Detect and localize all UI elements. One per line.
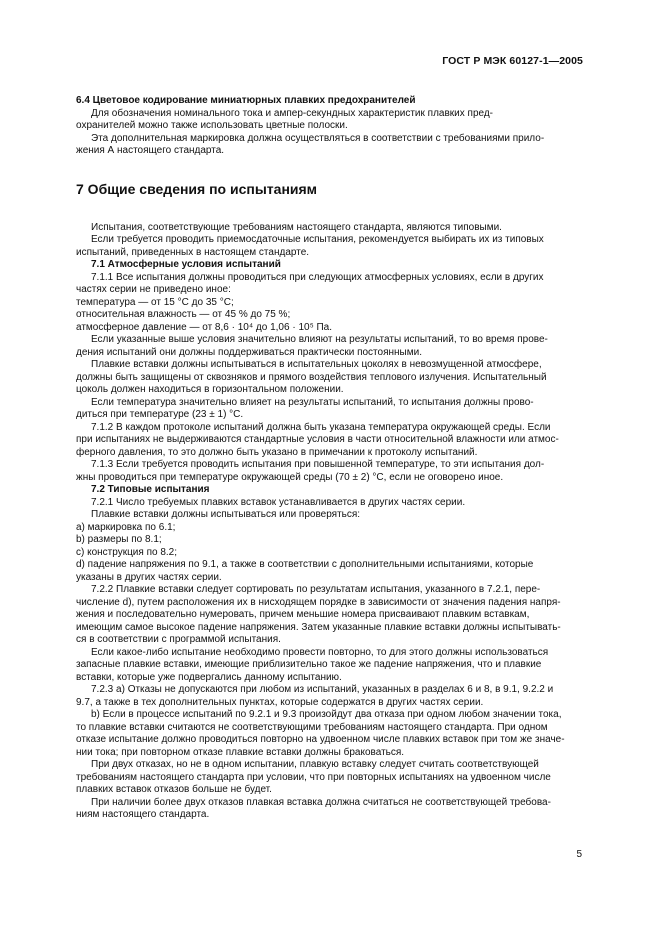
sec71-line: дения испытаний они должны поддерживаться практически постоянными. bbox=[76, 346, 422, 358]
sec71-line: ферного давления, то это должно быть указано в примечании к протоколу испытаний. bbox=[76, 446, 478, 458]
sec72-line: a) маркировка по 6.1; bbox=[76, 521, 176, 533]
sec72-line: b) Если в процессе испытаний по 9.2.1 и 9.3 произойдут два отказа при одном любом значении тока, bbox=[91, 709, 562, 720]
page-body bbox=[76, 95, 585, 822]
sec72-line: то плавкие вставки считаются не соответствующими требованиям настоящего стандарта. При одном bbox=[76, 721, 548, 733]
sec72-line: запасные плавкие вставки, имеющие приблизительно такое же падение напряжения, что и плавкие bbox=[76, 659, 542, 670]
sec72-line: c) конструкция по 8.2; bbox=[76, 546, 178, 558]
sec72-line: указаны в других частях серии. bbox=[76, 571, 222, 583]
sec72-line: жения и последовательно нумеровать, причем меньшие номера присваивают плавким вставкам, bbox=[76, 609, 530, 620]
sec71-line: Если указанные выше условия значительно влияют на результаты испытаний, то во время прове- bbox=[91, 334, 548, 345]
sec71-line: должны быть защищены от сквозняков и прямого воздействия теплового излучения. Испытательный bbox=[76, 371, 547, 383]
sec7-line: Испытания, соответствующие требованиям настоящего стандарта, являются типовыми. bbox=[91, 221, 502, 233]
sec72-line: 9.7, а также в тех дополнительных пунктах, которые содержатся в других частях серии. bbox=[76, 696, 484, 708]
sec71-line: температура — от 15 °С до 35 °С; bbox=[76, 296, 234, 308]
sec72-line: 7.2.1 Число требуемых плавких вставок устанавливается в других частях серии. bbox=[91, 496, 466, 508]
sec72-line: Плавкие вставки должны испытываться или проверяться: bbox=[91, 509, 361, 520]
sec72-line: плавких вставок отказов больше не будет. bbox=[76, 784, 272, 795]
sec72-line: 7.2.3 а) Отказы не допускаются при любом из испытаний, указанных в разделах 6 и 8, в 9.1, 9.2.2 и bbox=[91, 684, 554, 695]
sec71-line: цоколь должен находиться в горизонтальном положении. bbox=[76, 384, 344, 395]
sec72-line: При двух отказах, но не в одном испытании, плавкую вставку следует считать соответствующей bbox=[91, 759, 539, 770]
sec72-line: Если какое-либо испытание необходимо провести повторно, то для этого должны использоваться bbox=[91, 646, 549, 658]
standard-id: ГОСТ Р МЭК 60127-1—2005 bbox=[442, 55, 583, 67]
sec64-line: охранителей можно также использовать цветные полоски. bbox=[76, 120, 348, 131]
sec71-line: атмосферное давление — от 8,6 · 10⁴ до 1,06 · 10⁵ Па. bbox=[76, 321, 333, 333]
sec72-line: d) падение напряжения по 9.1, а также в соответствии с дополнительными испытаниями, которые bbox=[76, 559, 534, 570]
sec72-line: требованиям настоящего стандарта при условии, что при повторных испытаниях на удвоенном числе bbox=[76, 771, 551, 783]
section-6-4-title: 6.4 Цветовое кодирование миниатюрных плавких предохранителей bbox=[76, 95, 416, 106]
sec72-line: нии тока; при повторном отказе плавкие вставки должны браковаться. bbox=[76, 746, 405, 758]
sec72-line: ниям настоящего стандарта. bbox=[76, 809, 210, 820]
sec72-line: 7.2.2 Плавкие вставки следует сортировать по результатам испытания, указанного в 7.2.1, пере- bbox=[91, 584, 541, 595]
sec72-line: b) размеры по 8.1; bbox=[76, 534, 162, 545]
page-number: 5 bbox=[576, 849, 582, 860]
sec71-line: Если температура значительно влияет на результаты испытаний, то испытания должны прово- bbox=[91, 396, 534, 408]
sec72-line: При наличии более двух отказов плавкая вставка должна считаться не соответствующей требова- bbox=[91, 796, 551, 808]
sec72-line: вставки, которые уже подвергались данному испытанию. bbox=[76, 671, 342, 683]
sec64-line: Для обозначения номинального тока и ампер-секундных характеристик плавких пред- bbox=[91, 107, 494, 119]
sec7-line: Если требуется проводить приемосдаточные испытания, рекомендуется выбирать их из типовых bbox=[91, 234, 544, 245]
sec71-line: Плавкие вставки должны испытываться в испытательных цоколях в невозмущенной атмосфере, bbox=[91, 359, 542, 370]
sec72-line: отказе испытание должно проводиться повторно на удвоенном числе плавких вставок при том же значе- bbox=[76, 734, 565, 745]
sec71-line: при испытаниях не выдерживаются стандартные условия в части относительной влажности или атмос- bbox=[76, 434, 559, 445]
sec71-line: 7.1.3 Если требуется проводить испытания при повышенной температуре, то эти испытания дол- bbox=[91, 459, 545, 470]
sec64-line: Эта дополнительная маркировка должна осуществляться в соответствии с требованиями прило- bbox=[91, 132, 545, 144]
section-7-1-title: 7.1 Атмосферные условия испытаний bbox=[91, 259, 281, 270]
sec71-line: жны проводиться при температуре окружающей среды (70 ± 2) °С, если не оговорено иное. bbox=[76, 471, 504, 483]
sec71-line: 7.1.1 Все испытания должны проводиться при следующих атмосферных условиях, если в других bbox=[91, 271, 544, 283]
sec71-line: диться при температуре (23 ± 1) °С. bbox=[76, 409, 244, 420]
sec72-line: числение d), путем расположения их в нисходящем порядке в зависимости от значения падения напря- bbox=[76, 596, 561, 608]
sec7-line: испытаний, приведенных в настоящем стандарте. bbox=[76, 246, 310, 258]
sec71-line: частях серии не приведено иное: bbox=[76, 284, 231, 295]
sec64-line: жения А настоящего стандарта. bbox=[76, 145, 225, 156]
section-7-title: 7 Общие сведения по испытаниям bbox=[76, 180, 318, 197]
sec72-line: имеющим самое высокое падение напряжения. Затем указанные плавкие вставки должны испытывать- bbox=[76, 621, 561, 633]
sec71-line: относительная влажность — от 45 % до 75 %; bbox=[76, 309, 291, 320]
sec71-line: 7.1.2 В каждом протоколе испытаний должна быть указана температура окружающей среды. Если bbox=[91, 421, 551, 433]
section-7-2-title: 7.2 Типовые испытания bbox=[91, 484, 210, 495]
sec72-line: ся в соответствии с программой испытания. bbox=[76, 634, 281, 645]
